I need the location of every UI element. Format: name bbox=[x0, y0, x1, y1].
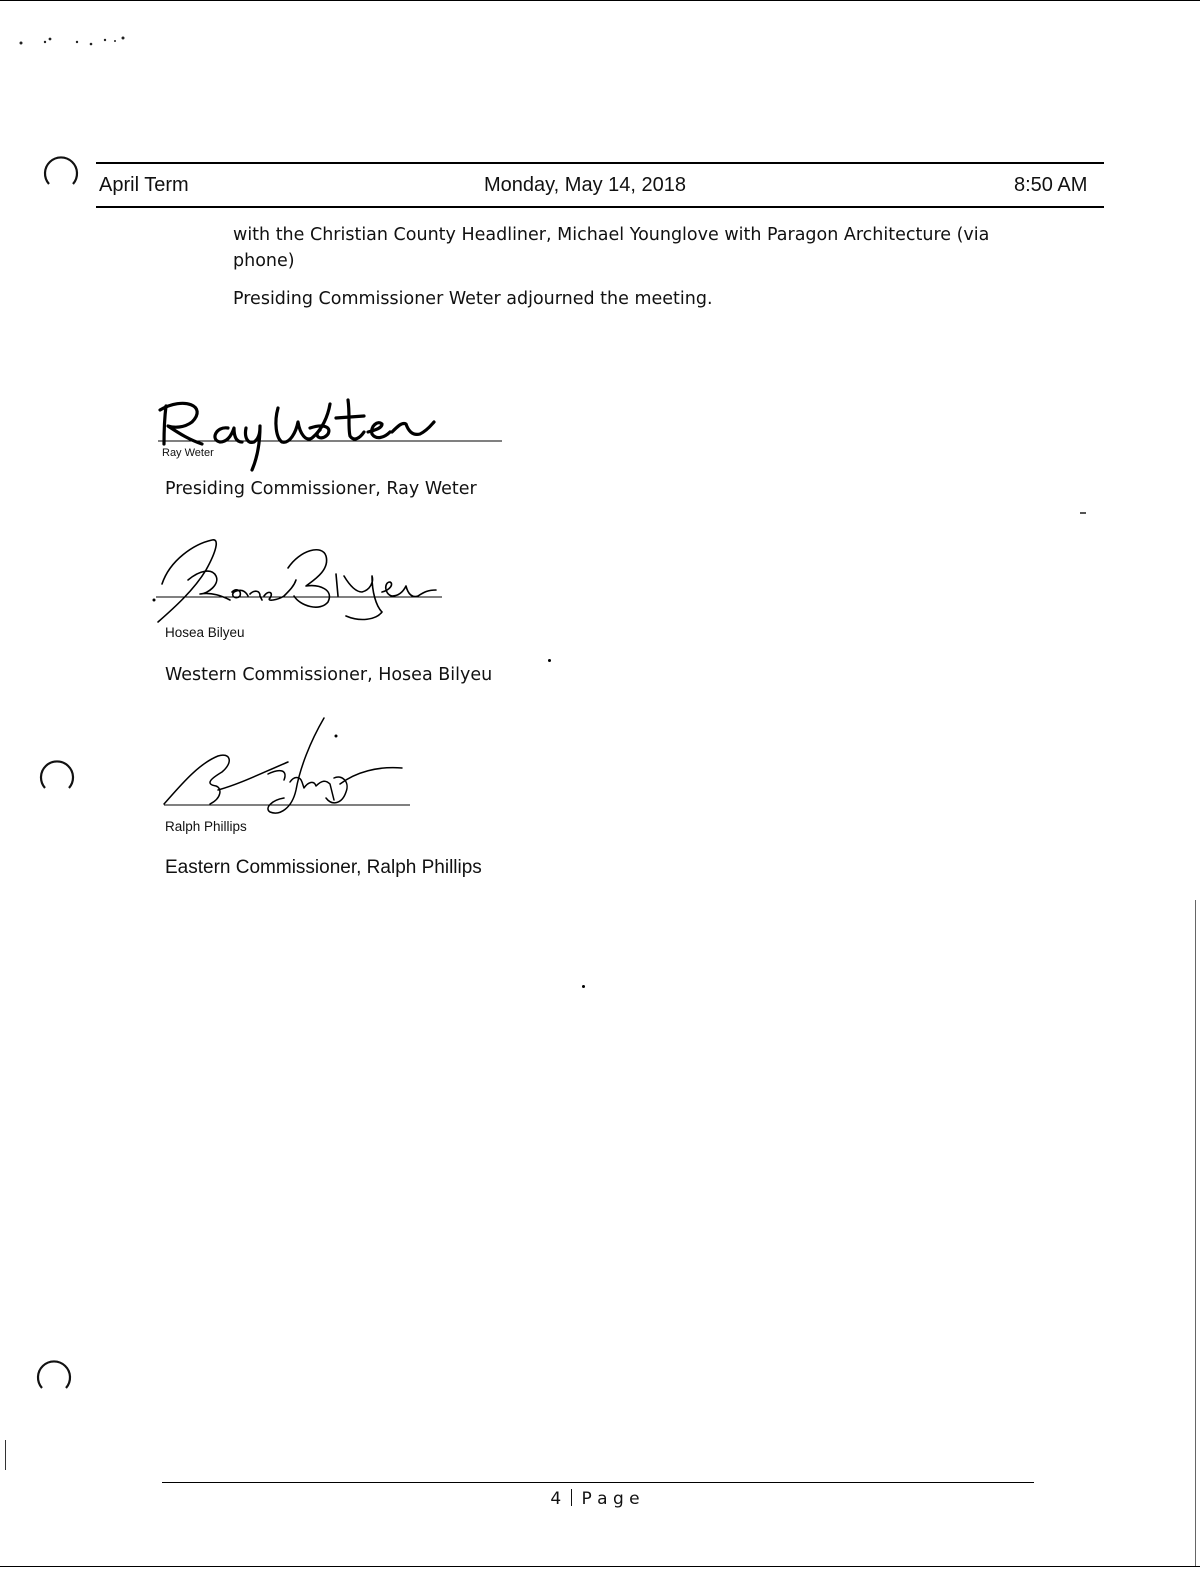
footer-rule bbox=[162, 1482, 1034, 1483]
adjournment-paragraph: Presiding Commissioner Weter adjourned the meeting. bbox=[233, 289, 713, 309]
continuation-paragraph: with the Christian County Headliner, Michael Younglove with Paragon Architecture (via phone) bbox=[233, 225, 990, 271]
signatory-title: Eastern Commissioner, Ralph Phillips bbox=[165, 857, 482, 878]
signatory-title: Presiding Commissioner, Ray Weter bbox=[165, 479, 477, 499]
header-top-rule bbox=[96, 162, 1104, 164]
right-edge-line bbox=[1195, 900, 1196, 1566]
bottom-edge-line bbox=[0, 1566, 1200, 1567]
printed-name: Hosea Bilyeu bbox=[165, 625, 245, 640]
term-label: April Term bbox=[99, 174, 189, 196]
page-separator bbox=[571, 1489, 573, 1506]
signature-ralph-phillips bbox=[160, 712, 420, 822]
scan-speck bbox=[548, 659, 551, 662]
page-label: P a g e bbox=[581, 1489, 640, 1509]
punch-hole-icon bbox=[39, 760, 75, 796]
page-footer bbox=[0, 1489, 1190, 1509]
signature-ray-weter bbox=[150, 372, 510, 482]
header-bottom-rule bbox=[96, 206, 1104, 208]
signatory-title: Western Commissioner, Hosea Bilyeu bbox=[165, 665, 493, 685]
svg-text:Ray Weter: Ray Weter bbox=[162, 447, 214, 459]
signature-hosea-bilyeu bbox=[150, 530, 450, 630]
scan-speck bbox=[1080, 512, 1086, 514]
meeting-date: Monday, May 14, 2018 bbox=[484, 174, 686, 196]
scan-speckle-icon bbox=[15, 32, 135, 52]
page-number: 4 bbox=[550, 1489, 562, 1509]
top-edge-line bbox=[0, 0, 1200, 1]
punch-hole-icon bbox=[36, 1360, 72, 1396]
printed-name: Ralph Phillips bbox=[165, 819, 247, 834]
meeting-time: 8:50 AM bbox=[1014, 174, 1088, 196]
scan-speck bbox=[582, 985, 585, 988]
scan-margin-mark bbox=[5, 1440, 6, 1470]
punch-hole-icon bbox=[43, 156, 79, 192]
